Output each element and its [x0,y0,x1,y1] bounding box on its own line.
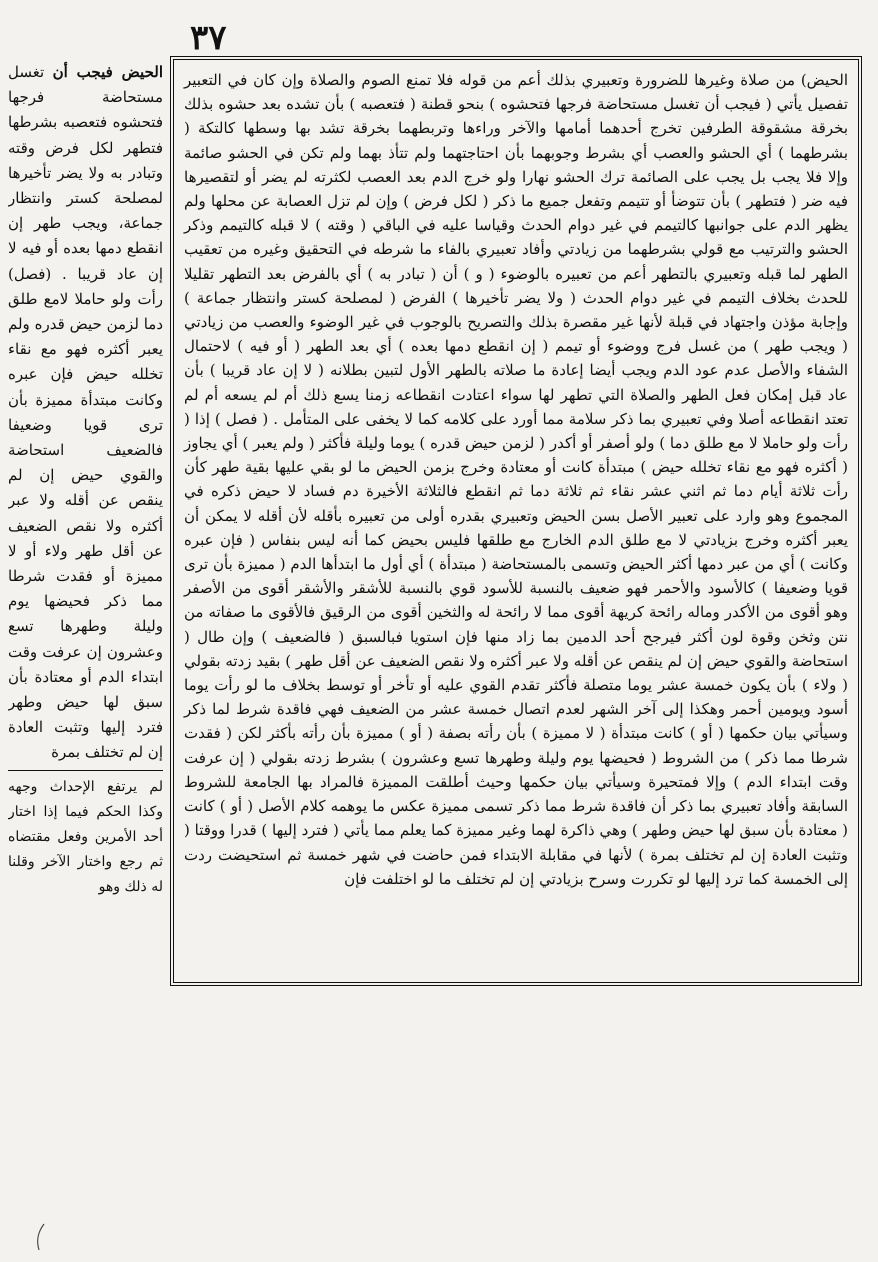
handwritten-mark [30,1222,50,1252]
matn-column [8,60,163,1210]
commentary-frame [170,56,862,986]
matn-text [8,60,163,766]
page-number: ٣٧ [190,18,227,58]
matn-lead: الحيض فيجب أن [52,63,163,81]
footnote-text: لم يرتفع الإحداث وجهه وكذا الحكم فيما إذا اختار أحد الأمرين وفعل مقتضاه ثم رجع واختار الآخر وقلنا له ذلك وهو [8,778,163,895]
matn-body: تغسل مستحاضة فرجها فتحشوه فتعصبه بشرطها فتطهر لكل فرض وقته وتبادر به ولا يضر تأخيرها لمصلحة كستر وانتظار جماعة، ويجب طهر إن انقطع دمها بعده أو فيه لا إن عاد قريبا . (فصل) رأت ولو حاملا لامع طلق دما لزمن حيض قدره ولم يعبر أكثره فهو مع نقاء تخلله حيض فإن عبره وكانت مبتدأة مميزة بأن ترى قويا وضعيفا فالضعيف استحاضة والقوي حيض إن لم ينقص عن أقله ولا عبر أكثره ولا نقص الضعيف عن أقل طهر ولاء أو لا مميزة أو فقدت شرطا مما ذكر فحيضها يوم وليلة وطهرها تسع وعشرون إن عرفت وقت ابتداء الدم أو معتادة بأن سبق لها حيض وطهر فترد إليها وتثبت العادة إن لم تختلف بمرة [8,63,163,762]
commentary-text: الحيض) من صلاة وغيرها للضرورة وتعبيري بذلك أعم من قوله فلا تمنع الصوم والصلاة وإن كان في التعبير تفصيل يأتي ( فيجب أن تغسل مستحاضة فرجها فتحشوه ) بنحو قطنة ( فتعصبه ) بأن تشده بعد حشوه بذلك بخرقة مشقوقة الطرفين تخرج أحدهما أمامها والآخر وراءها وتربطهما بخرقة تشد بها وسطها كالتكة ( بشرطهما ) أي الحشو والعصب أي بشرط وجوبهما بأن احتاجتهما ولم تتأذ بهما ولم تكن في الحشو صائمة وإلا فلا يجب بل يجب على الصائمة ترك الحشو نهارا ولو خرج الدم بعد العصب لكثرته لم يضر أو لتقصيرها فيه ضر ( فتطهر ) بأن تتوضأ أو تتيمم وتفعل جميع ما ذكر ( لكل فرض ) وإن لم تزل العصابة عن محلها ولم يظهر الدم على جوانبها كالتيمم في غير دوام الحدث وقياسا عليه في الباقي ( وقته ) لا قبله كالتيمم وذكر الحشو والترتيب مع قولي بشرطهما من زيادتي وأفاد تعبيري بالفاء ما شرطه في التحقيق وغيره من تعقيب الطهر لما قبله وتعبيري بالتطهر أعم من تعبيره بالوضوء ( و ) أن ( تبادر به ) أي بالفرض بعد التطهر تقليلا للحدث بخلاف التيمم في غير دوام الحدث ( ولا يضر تأخيرها ) الفرض ( لمصلحة كستر وانتظار جماعة ) وإجابة مؤذن واجتهاد في قبلة لأنها غير مقصرة بذلك والتصريح بالوجوب في غير الوضوء والعصب من زيادتي ( ويجب طهر ) من غسل فرج ووضوء أو تيمم ( إن انقطع دمها بعده ) أي بعد الطهر ( أو فيه ) لاحتمال الشفاء والأصل عدم عود الدم ويجب أيضا إعادة ما صلاته بالطهر الأول لتبين بطلانه ( لا إن عاد قريبا ) بأن عاد قبل إمكان فعل الطهر والصلاة التي تطهر لها سواء اعتادت انقطاعه زمنا يسع ذلك أم لم يسعه أم لم تعتد انقطاعه أصلا وفي تعبيري بما ذكر سلامة مما أورد على كلامه كما لا يخفى على المتأمل . ( فصل ) إذا ( رأت ولو حاملا لا مع طلق دما ) ولو أصفر أو أكدر ( لزمن حيض قدره ) يوما وليلة فأكثر ( ولم يعبر ) أي يجاوز ( أكثره فهو مع نقاء تخلله حيض ) مبتدأة كانت أو معتادة وخرج بزمن الحيض ما لو بقي عليها بقية طهر كأن رأت ثلاثة أيام دما ثم اثني عشر نقاء ثم ثلاثة دما ثم انقطع فالثلاثة الأخيرة دم فساد لا حيض ذكره في المجموع وهو وارد على تعبير الأصل بسن الحيض وتعبيري بقدره أولى من تعبيره بأقله لأن أقله لا يمكن أن يعبر أكثره وخرج بزيادتي لا مع طلق الدم الخارج مع طلقها فليس بحيض كما أنه ليس بنفاس ( فإن عبره وكانت ) أي من عبر دمها أكثر الحيض وتسمى بالمستحاضة ( مبتدأة ) أي أول ما ابتدأها الدم ( مميزة بأن ترى قويا وضعيفا ) كالأسود والأحمر فهو ضعيف بالنسبة للأسود قوي بالنسبة للأشقر والأشقر أقوى من الأصفر وهو أقوى من الأكدر وماله رائحة كريهة أقوى مما لا رائحة له والثخين أقوى من الرقيق فالأقوى ما صفاته من نتن وثخن وقوة لون أكثر فيرجح أحد الدمين بما زاد منها فإن استويا فبالسبق ( فالضعيف ) وإن طال ( استحاضة والقوي حيض إن لم ينقص عن أقله ولا عبر أكثره ولا نقص الضعيف عن أقل طهر ) بقيد زدته بقولي ( ولاء ) بأن يكون خمسة عشر يوما متصلة فأكثر تقدم القوي عليه أو تأخر أو توسط بخلاف ما لو رأت يوما أسود ويومين أحمر وهكذا إلى آخر الشهر لعدم اتصال خمسة عشر من الضعيف فهي فاقدة شرط لما ذكر وسيأتي بيان حكمها ( أو ) كانت مبتدأة ( لا مميزة ) بأن رأته بصفة ( أو ) مميزة بأن رأته بأكثر لكن ( فقدت شرطا مما ذكر ) من الشروط ( فحيضها يوم وليلة وطهرها تسع وعشرون ) بشرط زدته بقولي ( إن عرفت وقت ابتداء الدم ) وإلا فمتحيرة وسيأتي بيان حكمها وحيث أطلقت المميزة فالمراد بها الجامعة للشروط السابقة وأفاد تعبيري بما ذكر أن فاقدة شرط مما ذكر تسمى مميزة عكس ما يوهمه كلام الأصل ( أو ) كانت ( معتادة بأن سبق لها حيض وطهر ) وهي ذاكرة لهما وغير مميزة كما يعلم مما يأتي ( فترد إليها ) قدرا ووقتا ( وتثبت العادة إن لم تختلف بمرة ) لأنها في مقابلة الابتداء فمن حاضت في شهر خمسة ثم استحيضت ردت إلى الخمسة كما ترد إليها لو تكررت وسرح بزيادتي إن لم تختلف ما لو اختلفت فإن [184,71,848,888]
matn-divider [8,770,163,771]
